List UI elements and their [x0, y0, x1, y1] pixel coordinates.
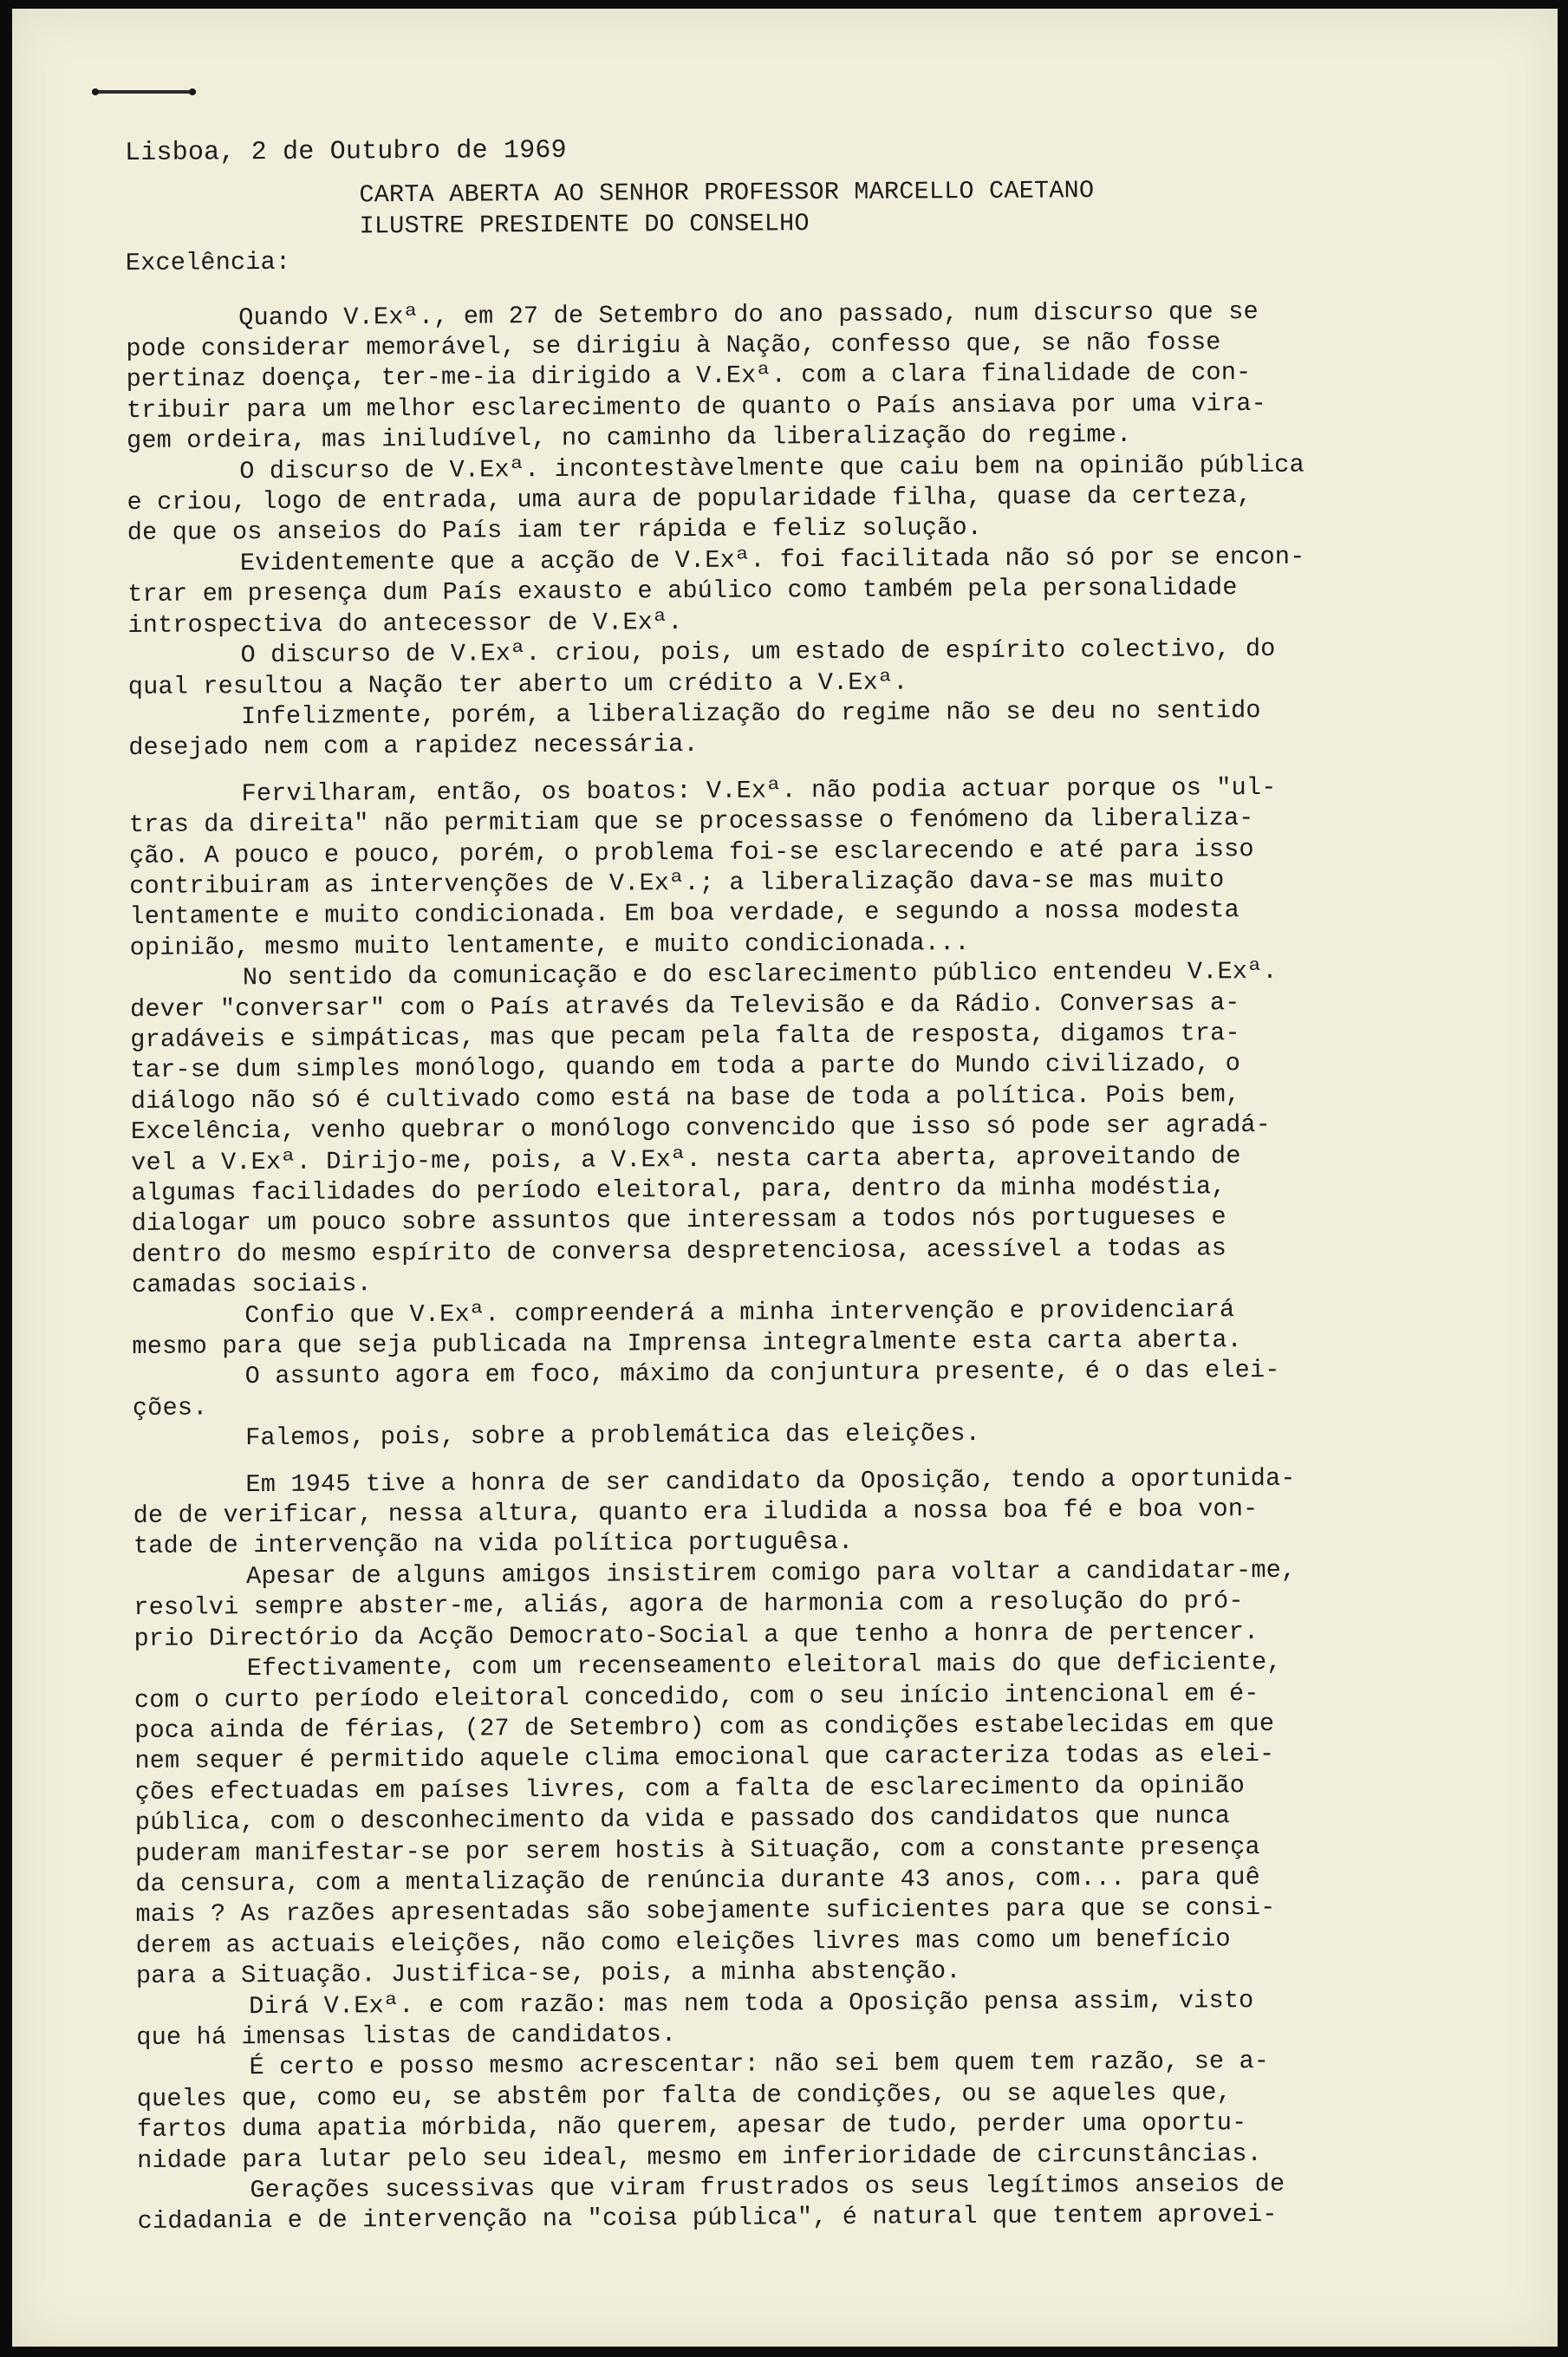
- paragraph-line: pode considerar memorável, se dirigiu à Nação, confesso que, se não fosse: [126, 328, 1221, 364]
- paragraph-line: algumas facilidades do período eleitoral, para, dentro da minha modéstia,: [131, 1172, 1226, 1208]
- paragraph-line: No sentido da comunicação e do esclarecimento público entendeu V.Exª.: [242, 957, 1278, 993]
- paragraph-line: que há imensas listas de candidatos.: [136, 2020, 677, 2052]
- paragraph: [137, 2167, 1489, 2237]
- paragraph-line: resolvi sempre abster-me, aliás, agora de harmonia com a resolução do pró-: [133, 1586, 1244, 1623]
- paragraph-line: tar-se dum simples monólogo, quando em toda a parte do Mundo civilizado, o: [130, 1049, 1241, 1085]
- paragraph-line: da censura, com a mentalização de renúncia durante 43 anos, com... para quê: [135, 1862, 1261, 1898]
- salutation: Excelência:: [125, 248, 291, 278]
- paragraph-line: tribuir para um melhor esclarecimento de quanto o País ansiava por uma vira-: [126, 388, 1267, 425]
- paragraph-line: Efectivamente, com um recenseamento eleitoral mais do que deficiente,: [246, 1647, 1282, 1683]
- paragraph-line: vel a V.Exª. Dirijo-me, pois, a V.Exª. nesta carta aberta, aproveitando de: [131, 1141, 1241, 1177]
- paragraph-line: dialogar um pouco sobre assuntos que interessam a todos nós portugueses e: [131, 1202, 1226, 1239]
- paragraph-line: Confio que V.Exª. compreenderá a minha intervenção e providenciará: [244, 1294, 1235, 1330]
- paragraph-line: Fervilharam, então, os boatos: V.Exª. não podia actuar porque os "ul-: [241, 772, 1277, 808]
- paragraph-line: tade de intervenção na vida política portuguêsa.: [133, 1527, 854, 1561]
- paragraph-line: mesmo para que seja publicada na Imprensa integralmente esta carta aberta.: [132, 1325, 1242, 1362]
- paragraph-line: Gerações sucessivas que viram frustrados os seus legítimos anseios de: [250, 2169, 1285, 2205]
- paragraph-line: O assunto agora em foco, máximo da conjuntura presente, é o das elei-: [244, 1356, 1280, 1391]
- letter-body: [125, 130, 1490, 2237]
- paragraph-line: pertinaz doença, ter-me-ia dirigido a V.Exª. com a clara finalidade de con-: [126, 358, 1252, 394]
- paragraph: [128, 633, 1480, 702]
- paragraph: [136, 1983, 1488, 2053]
- paragraph-line: camadas sociais.: [131, 1269, 373, 1300]
- paragraph-line: cidadania e de intervenção na "coisa pública", é natural que tentem aprovei-: [137, 2200, 1278, 2237]
- paragraph: [126, 295, 1479, 457]
- paragraph-line: diálogo não só é cultivado como está na base de toda a política. Pois bem,: [130, 1079, 1241, 1116]
- paragraph-line: poca ainda de férias, (27 de Setembro) com as condições estabelecidas em que: [134, 1709, 1275, 1745]
- paragraph-line: introspectiva do antecessor de V.Exª.: [127, 607, 683, 640]
- paragraph-line: Excelência, venho quebrar o monólogo convencido que isso só pode ser agradá-: [130, 1110, 1272, 1147]
- paragraph-line: de que os anseios do País iam ter rápida e feliz solução.: [127, 513, 983, 548]
- paragraph-line: ções.: [132, 1393, 208, 1423]
- paragraph-line: Infelizmente, porém, a liberalização do regime não se deu no sentido: [240, 695, 1261, 732]
- paragraph-line: gradáveis e simpáticas, mas que pecam pela falta de resposta, digamos tra-: [130, 1019, 1240, 1054]
- paragraph-line: dentro do mesmo espírito de conversa despretenciosa, acessível a todas as: [131, 1234, 1227, 1269]
- paragraph-line: de de verificar, nessa altura, quanto era iludida a nossa boa fé e boa von-: [133, 1494, 1259, 1531]
- paragraph-line: qual resultou a Nação ter aberto um crédito a V.Exª.: [127, 667, 908, 701]
- paragraph-line: dever "conversar" com o País através da Televisão e da Rádio. Conversas a-: [130, 987, 1240, 1024]
- paragraph-line: desejado nem com a rapidez necessária.: [128, 730, 699, 763]
- paragraph: [133, 1354, 1485, 1423]
- letter-title-line-1: CARTA ABERTA AO SENHOR PROFESSOR MARCELLO CAETANO: [359, 176, 1095, 210]
- paragraph-line: O discurso de V.Exª. criou, pois, um estado de espírito colectivo, do: [240, 634, 1276, 670]
- staple-mark: [92, 87, 196, 97]
- paragraph-line: ção. A pouco e pouco, porém, o problema foi-se esclarecendo e até para isso: [128, 834, 1254, 870]
- dateline: Lisboa, 2 de Outubro de 1969: [125, 135, 567, 168]
- paragraph: [128, 693, 1480, 763]
- letter-title-line-2: ILUSTRE PRESIDENTE DO CONSELHO: [359, 208, 810, 241]
- paragraph-line: Evidentemente que a acção de V.Exª. foi facilitada não só por se encon-: [239, 542, 1305, 578]
- paragraph-line: e criou, logo de entrada, uma aura de popularidade filha, quase da certeza,: [127, 481, 1252, 518]
- paragraph-line: ções efectuadas em países livres, com a falta de esclarecimento da opinião: [134, 1770, 1246, 1807]
- paragraph-line: lentamente e muito condicionada. Em boa verdade, e segundo a nossa modesta: [129, 895, 1239, 932]
- paragraph-line: Quando V.Exª., em 27 de Setembro do ano passado, num discurso que se: [238, 296, 1259, 332]
- letter-page: [12, 9, 1558, 2347]
- paragraph-line: queles que, como eu, se abstêm por falta de condições, ou se aqueles que,: [136, 2078, 1232, 2113]
- paragraph-line: contribuiram as intervenções de V.Exª.; a liberalização dava-se mas muito: [129, 865, 1225, 901]
- paragraph: [127, 448, 1480, 549]
- paragraph-line: para a Situação. Justifica-se, pois, a minha abstenção.: [135, 1957, 961, 1991]
- paragraph: [132, 1292, 1484, 1362]
- paragraph-line: derem as actuais eleições, não como eleições livres mas como um benefício: [135, 1924, 1231, 1960]
- paragraph: [129, 771, 1482, 963]
- paragraph: [134, 1646, 1488, 1992]
- paragraph-line: gem ordeira, mas iniludível, no caminho da liberalização do regime.: [127, 420, 1132, 456]
- paragraph: [136, 2045, 1489, 2176]
- paragraph-line: Apesar de alguns amigos insistirem comigo para voltar a candidatar-me,: [246, 1555, 1297, 1592]
- paragraph: [133, 1553, 1487, 1654]
- paragraph-line: trar em presença dum País exausto e abúlico como também pela personalidade: [127, 573, 1238, 609]
- paragraph-line: opinião, mesmo muito lentamente, e muito condicionada...: [129, 928, 970, 962]
- letter-paragraphs: [126, 295, 1490, 2237]
- paragraph: [130, 955, 1484, 1301]
- paragraph-line: Em 1945 tive a honra de ser candidato da Oposição, tendo a oportunida-: [245, 1463, 1296, 1499]
- paragraph-line: tras da direita" não permitiam que se processasse o fenómeno da liberaliza-: [128, 804, 1254, 840]
- paragraph: [127, 540, 1480, 641]
- paragraph-line: fartos duma apatia mórbida, não querem, apesar de tudo, perder uma oportu-: [136, 2108, 1247, 2145]
- paragraph-line: nidade para lutar pelo seu ideal, mesmo em inferioridade de circunstâncias.: [137, 2139, 1263, 2175]
- paragraph-line: com o curto período eleitoral concedido, com o seu início intencional em é-: [133, 1678, 1259, 1715]
- paragraph-line: prio Directório da Acção Democrato-Social a que tenho a honra de pertencer.: [133, 1617, 1259, 1653]
- paragraph-line: mais ? As razões apresentadas são sobejamente suficientes para que se consi-: [135, 1893, 1276, 1930]
- paragraph: [133, 1462, 1486, 1562]
- paragraph-line: Falemos, pois, sobre a problemática das eleições.: [245, 1419, 981, 1453]
- paragraph-line: puderam manifestar-se por serem hostis à Situação, com a constante presença: [134, 1832, 1260, 1868]
- paragraph-line: pública, com o desconhecimento da vida e passado dos candidatos que nunca: [134, 1801, 1231, 1838]
- paragraph-line: O discurso de V.Exª. incontestàvelmente que caiu bem na opinião pública: [239, 450, 1304, 485]
- paragraph-line: Dirá V.Exª. e com razão: mas nem toda a Oposição pensa assim, visto: [249, 1985, 1254, 2021]
- paragraph-line: nem sequer é permitido aquele clima emocional que caracteriza todas as elei-: [134, 1740, 1275, 1776]
- paragraph-line: É certo e posso mesmo acrescentar: não sei bem quem tem razão, se a-: [249, 2047, 1270, 2082]
